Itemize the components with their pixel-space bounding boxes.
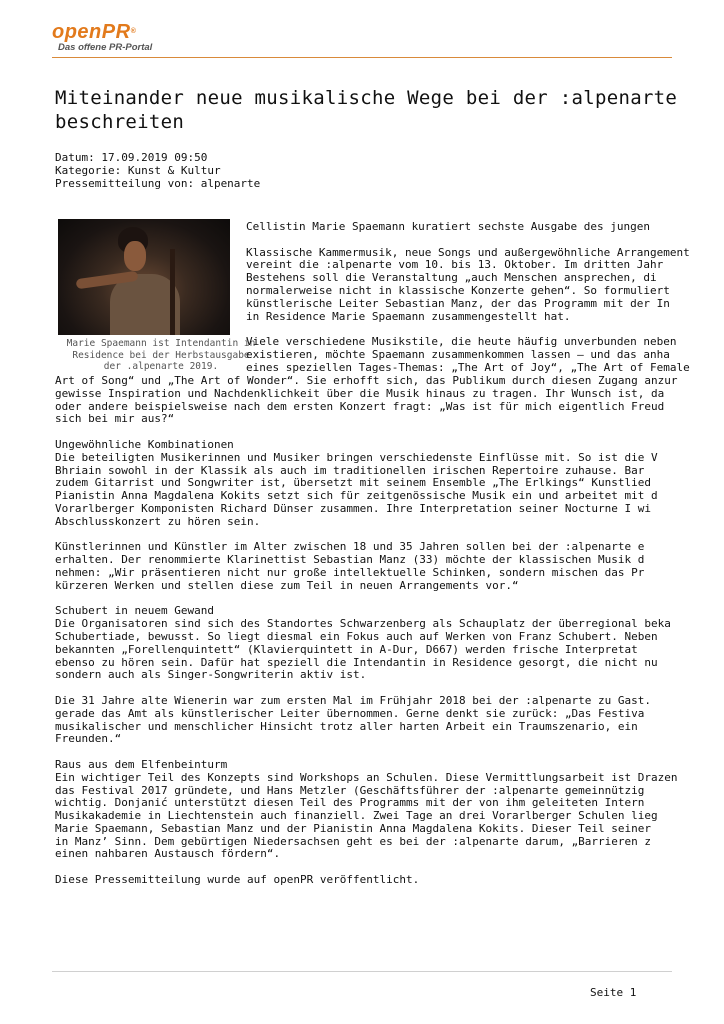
article-body-text [55,375,678,887]
logo-tagline: Das offene PR-Portal [58,42,153,53]
article-intro-text [246,221,690,375]
text-line: Musikakademie in Liechtenstein auch finanziell. Zwei Tage an drei Vorarlberger Schulen lieg [55,809,658,823]
text-line: Künstlerinnen und Künstler im Alter zwischen 18 und 35 Jahren sollen bei der :alpenarte e [55,540,645,554]
text-line: Cellistin Marie Spaemann kuratiert sechste Ausgabe des jungen [246,220,650,233]
text-line: existieren, möchte Spaemann zusammenkommen lassen – und das anha [246,347,670,361]
text-line: Viele verschiedene Musikstile, die heute häufig unverbunden neben [246,335,677,349]
logo-wordmark: openPR® [52,21,137,43]
text-line: Abschlusskonzert zu hören sein. [55,514,261,528]
text-line: zudem Gitarrist und Songwriter ist, übersetzt mit seinem Ensemble „The Erlkings“ Kunstlied [55,476,652,490]
meta-category: Kategorie: Kunst & Kultur [55,164,221,177]
header-divider [52,57,672,58]
title-line: beschreiten [55,111,185,133]
text-line: in Manz’ Sinn. Dem gebürtigen Niedersachsen geht es bei der :alpenarte darum, „Barrieren z [55,834,652,848]
text-line: bekannten „Forellenquintett“ (Klavierquintett in A-Dur, D667) werden frische Interpretat [55,642,638,656]
text-line: Die Organisatoren sind sich des Standortes Schwarzenberg als Schauplatz der überregional beka [55,617,671,631]
text-line: normalerweise nicht in klassische Konzerte gehen“. So formuliert [246,283,670,297]
text-line: Schubertiade, bewusst. So liegt diesmal ein Fokus auch auf Werken von Franz Schubert. Neben [55,629,658,643]
text-line: gewisse Inspiration und Nachdenklichkeit über die Musik hinaus zu tragen. Ihr Wunsch ist, da [55,386,665,400]
article-meta [55,151,260,190]
openpr-logo[interactable] [52,22,312,56]
text-line: nehmen: „Wir präsentieren nicht nur große intellektuelle Schinken, sondern mischen das Pr [55,565,645,579]
footer-divider [52,971,672,972]
text-line: künstlerische Leiter Sebastian Manz, der das Programm mit der In [246,296,670,310]
text-line: Bhriain sowohl in der Klassik als auch im traditionellen irischen Repertoire zuhause. Bar [55,463,645,477]
text-line: Klassische Kammermusik, neue Songs und außergewöhnliche Arrangement [246,245,690,259]
text-line: oder andere beispielsweise nach dem ersten Konzert fragt: „Was ist für mich eigentlich Freud [55,399,665,413]
text-line: einen nahbaren Austausch fördern“. [55,847,281,861]
text-line: Freunden.“ [55,732,122,746]
text-line: vereint die :alpenarte vom 10. bis 13. Oktober. Im dritten Jahr [246,258,664,272]
text-line: Vorarlberger Komponisten Richard Dünser zusammen. Ihre Interpretation seiner Nocturne I wi [55,501,652,515]
text-line: Ein wichtiger Teil des Konzepts sind Workshops an Schulen. Diese Vermittlungsarbeit ist Drazen [55,770,678,784]
text-line: Pianistin Anna Magdalena Kokits setzt sich für zeitgenössische Musik ein und arbeitet mit d [55,489,658,503]
text-line: Art of Song“ und „The Art of Wonder“. Sie erhofft sich, das Publikum durch diesen Zugang anzur [55,374,678,387]
text-line: eines speziellen Tages-Themas: „The Art of Joy“, „The Art of Female [246,360,690,374]
meta-publisher: Pressemitteilung von: alpenarte [55,177,261,190]
text-line: kürzeren Werken und stellen diese zum Teil in neuen Arrangements vor.“ [55,578,519,592]
text-line: sich bei mir aus?“ [55,412,175,426]
meta-date: Datum: 17.09.2019 09:50 [55,151,208,164]
text-line: wichtig. Donjanić unterstützt diesen Teil des Programms mit der von ihm geleiteten Intern [55,796,645,810]
text-line [55,746,678,759]
text-line: musikalischer und menschlicher Hinsicht trotz aller harten Arbeit ein Traumszenario, ein [55,719,638,733]
text-line: Marie Spaemann, Sebastian Manz und der Pianistin Anna Magdalena Kokits. Dieser Teil seiner [55,821,652,835]
text-line: Die 31 Jahre alte Wienerin war zum ersten Mal im Frühjahr 2018 bei der :alpenarte zu Gast. [55,693,652,707]
text-line: sondern auch als Singer-Songwriterin aktiv ist. [55,668,367,682]
page-title [55,86,724,134]
text-line [246,234,690,247]
page-number: Seite 1 [590,986,637,999]
text-line: gerade das Amt als künstlerischer Leiter übernommen. Gerne denkt sie zurück: „Das Festiva [55,706,645,720]
title-line: Miteinander neue musikalische Wege bei der :alpenarte [55,87,678,109]
text-line: Die beteiligten Musikerinnen und Musiker bringen verschiedenste Einflüsse mit. So ist die V [55,450,658,464]
text-line: ebenso zu hören sein. Dafür hat speziell die Intendantin in Residence gesorgt, die nicht nu [55,655,658,669]
text-line: Bestehens soll die Veranstaltung „auch Menschen ansprechen, di [246,271,657,285]
text-line: Schubert in neuem Gewand [55,604,214,618]
text-line: das Festival 2017 gründete, und Hans Metzler (Geschäftsführer der :alpenarte gemeinnützig [55,783,645,797]
text-line: in Residence Marie Spaemann zusammengestellt hat. [246,309,571,323]
text-line: Ungewöhnliche Kombinationen [55,437,234,451]
photo-caption: Marie Spaemann ist Intendantin in Residence bei der Herbstausgabe der .alpenarte 2019. [66,338,256,372]
text-line: Raus aus dem Elfenbeinturm [55,757,228,771]
text-line: Diese Pressemitteilung wurde auf openPR veröffentlicht. [55,873,420,887]
text-line: erhalten. Der renommierte Klarinettist Sebastian Manz (33) möchte der klassischen Musik d [55,553,645,567]
text-line [55,682,678,695]
article-photo [58,219,230,335]
